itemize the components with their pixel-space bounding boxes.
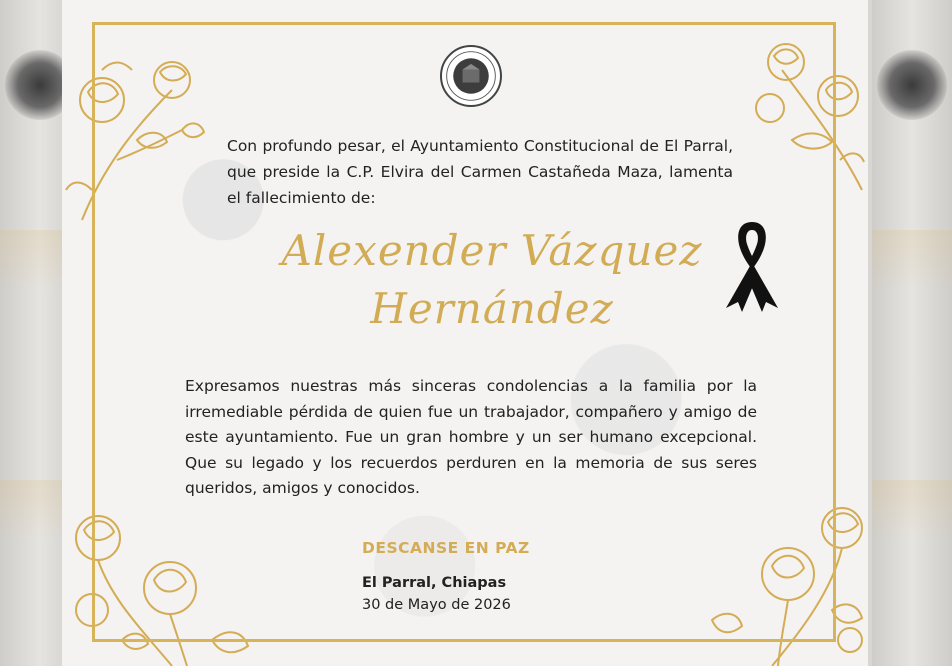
deceased-name bbox=[257, 222, 727, 338]
condolence-card bbox=[62, 0, 868, 666]
intro-paragraph: Con profundo pesar, el Ayuntamiento Constitucional de El Parral, que preside la C.P. Elvira del Carmen Castañeda Maza, lamenta el fallecimiento de: bbox=[227, 137, 733, 207]
blurred-seal-right bbox=[877, 50, 947, 120]
municipal-seal-icon bbox=[440, 45, 502, 107]
date-text: 30 de Mayo de 2026 bbox=[362, 597, 511, 613]
deceased-name-line2: Hernández bbox=[370, 284, 614, 333]
location-text: El Parral, Chiapas bbox=[362, 575, 507, 591]
condolence-paragraph: Expresamos nuestras más sinceras condolencias a la familia por la irremediable pérdida de quien fue un trabajador, compañero y amigo de este ayuntamiento. Fue un gran hombre y un ser humano excepcional. Que su legado y los recuerdos perduren en la memoria de sus seres queridos, amigos y conocidos. bbox=[185, 377, 757, 497]
mourning-ribbon-icon bbox=[720, 214, 784, 314]
blurred-band bbox=[872, 480, 952, 540]
blurred-background-right bbox=[872, 0, 952, 666]
rest-in-peace-heading: DESCANSE EN PAZ bbox=[362, 539, 530, 557]
blurred-band bbox=[872, 230, 952, 290]
deceased-name-line1: Alexender Vázquez bbox=[281, 226, 703, 275]
